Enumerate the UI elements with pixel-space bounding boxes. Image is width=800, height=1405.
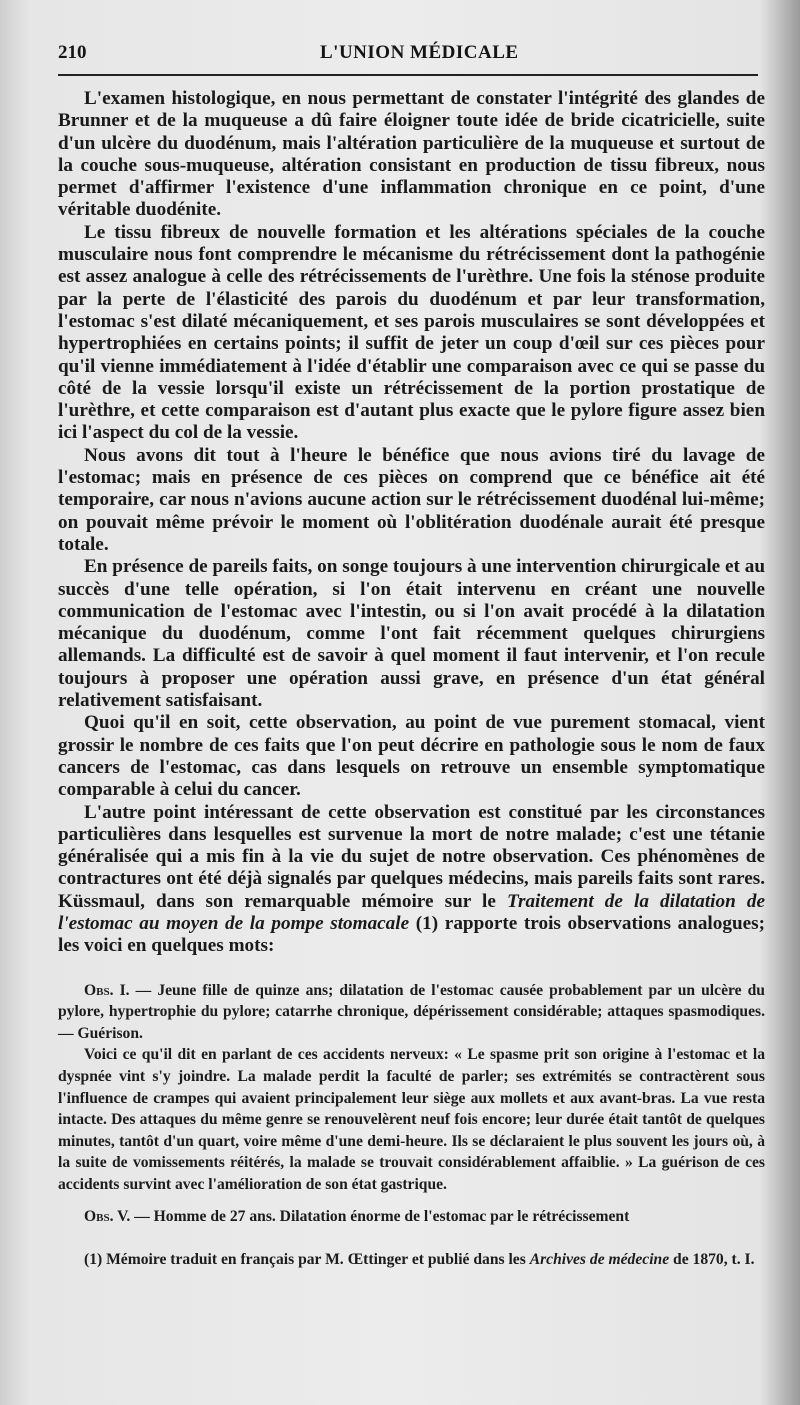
observation-5-label: Obs. V. <box>84 1207 131 1225</box>
paragraph-4: En présence de pareils faits, on songe toujours à une intervention chirurgicale et au succès d'une telle opération, si l'on était intervenu en créant une nouvelle communication de l'estomac avec l'intestin, ou si l'on avait procédé à la dilatation mécanique du duodénum, comme l'ont fait récemment quelques chirurgiens allemands. La difficulté est de savoir à quel moment il faut intervenir, et l'on recule toujours à proposer une opération aussi grave, en présence d'un état général relativement satisfaisant. <box>58 556 765 712</box>
article-body <box>58 88 765 1271</box>
page-header <box>58 42 758 72</box>
paragraph-2: Le tissu fibreux de nouvelle formation et les altérations spéciales de la couche musculaire nous font comprendre le mécanisme du rétrécissement dont la pathogénie est assez analogue à celle des rétrécissements de l'urèthre. Une fois la sténose produite par la perte de l'élasticité des parois du duodénum et par leur transformation, l'estomac s'est dilaté mécaniquement, et ses parois musculaires se sont développées et hypertrophiées en certains points; il suffit de jeter un coup d'œil sur ces pièces pour qu'il vienne immédiatement à l'idée d'établir une comparaison avec ce qui se passe du côté de la vessie lorsqu'il existe un rétrécissement de la portion prostatique de l'urèthre, et cette comparaison est d'autant plus exacte que le pylore figure assez bien ici l'aspect du col de la vessie. <box>58 221 765 444</box>
footnote <box>58 1249 765 1271</box>
page-number: 210 <box>58 42 87 63</box>
observation-5-text: — Homme de 27 ans. Dilatation énorme de l'estomac par le rétrécissement <box>130 1207 630 1225</box>
paragraph-6 <box>58 802 765 958</box>
observation-5 <box>58 1206 765 1228</box>
observation-1 <box>58 980 765 1045</box>
spacer <box>58 1196 765 1206</box>
spacer <box>58 958 765 980</box>
paragraph-1: L'examen histologique, en nous permettant de constater l'intégrité des glandes de Brunner et de la muqueuse a dû faire éloigner toute idée de bride cicatricielle, suite d'un ulcère du duodénum, mais l'altération particulière de la muqueuse et surtout de la couche sous-muqueuse, altération consistant en production de tissu fibreux, nous permet d'affirmer l'existence d'une inflammation chronique en ce point, d'une véritable duodénite. <box>58 88 765 221</box>
observation-1-label: Obs. I. <box>84 981 130 999</box>
paragraph-3: Nous avons dit tout à l'heure le bénéfice que nous avions tiré du lavage de l'estomac; mais en présence de ces pièces on comprend que ce bénéfice ait été temporaire, car nous n'avions aucune action sur le rétrécissement duodénal lui-même; on pouvait même prévoir le moment où l'oblitération duodénale aurait été presque totale. <box>58 444 765 555</box>
journal-title: L'UNION MÉDICALE <box>320 42 519 63</box>
footnote-after: de 1870, t. I. <box>669 1251 755 1269</box>
paragraph-6-after: (1) rapporte trois observations analogues; les voici en quelques mots: <box>58 912 765 957</box>
header-rule <box>58 74 758 76</box>
paragraph-5: Quoi qu'il en soit, cette observation, au point de vue purement stomacal, vient grossir le nombre de ces faits que l'on peut décrire en pathologie sous le nom de faux cancers de l'estomac, cas dans lesquels on retrouve un ensemble symptomatique comparable à celui du cancer. <box>58 712 765 801</box>
observation-1-text: — Jeune fille de quinze ans; dilatation de l'estomac causée probablement par un ulcère du pylore, hypertrophie du pylore; catarrhe chronique, dépérissement considérable; attaques spasmodiques. — Guérison. <box>58 981 765 1042</box>
spacer <box>58 1227 765 1249</box>
cited-title: Traitement de la dilatation de l'estomac au moyen de la pompe stomacale <box>58 890 765 934</box>
footnote-journal: Archives de médecine <box>529 1251 670 1269</box>
footnote-before: (1) Mémoire traduit en français par M. Œttinger et publié dans les <box>84 1251 530 1269</box>
observation-1-quote: Voici ce qu'il dit en parlant de ces accidents nerveux: « Le spasme prit son origine à l'estomac et la dyspnée vint s'y joindre. La malade perdit la faculté de parler; ses extrémités se contractèrent sous l'influence de crampes qui avaient principalement leur siège aux mollets et aux avant-bras. La vue resta intacte. Des attaques du même genre se renouvelèrent neuf fois encore; leur durée était tantôt de quelques minutes, tantôt d'un quart, voire même d'une demi-heure. Ils se déclaraient le plus souvent les jours où, à la suite de vomissements réitérés, la malade se trouvait considérablement affaiblie. » La guérison de ces accidents survint avec l'amélioration de son état gastrique. <box>58 1046 765 1193</box>
paragraph-6-before: L'autre point intéressant de cette observation est constitué par les circonstances particulières dans lesquelles est survenue la mort de notre malade; c'est une tétanie généralisée qui a mis fin à la vie du sujet de notre observation. Ces phénomènes de contractures ont été déjà signalés par quelques médecins, mais pareils faits sont rares. Küssmaul, dans son remarquable mémoire sur le <box>58 801 765 912</box>
